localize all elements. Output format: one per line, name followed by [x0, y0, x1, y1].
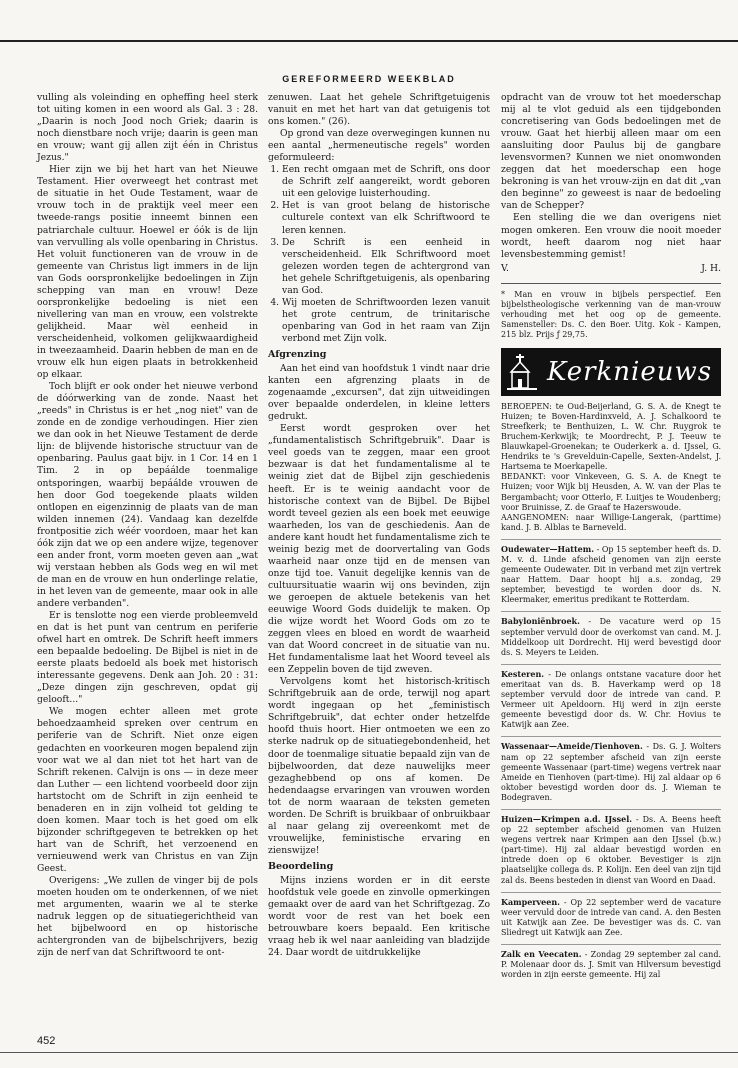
news-text: Op 15 september heeft ds. D. M. v. d. Linde afscheid genomen van zijn eerste gemeente Oudewater. Dit in verband met zijn vertrek naar Hattem. Daar hoopt hij a.s. zondag, 29 september, bevestigd te worden door ds. N. Kleermaker, emeritus predikant te Rotterdam.: [501, 544, 721, 605]
column-3: [501, 92, 721, 980]
list-item: 2. Het is van groot belang de historische culturele context van elk Schriftwoord te leren kennen.: [282, 200, 490, 236]
paragraph: zenuwen. Laat het gehele Schriftgetuigenis vanuit en met het hart van dat getuigenis tot ons komen." (26).: [268, 92, 490, 128]
list-item: 4. Wij moeten de Schriftwoorden lezen vanuit het grote centrum, de trinitarische openbaring van God in het raam van Zijn verbond met Zijn volk.: [282, 297, 490, 345]
news-text: Ds. G. J. Wolters nam op 22 september afscheid van zijn eerste gemeente Wassenaar (part-time) wegens vertrek naar Ameide en Tienhoven (part-time). Hij zal aldaar op 6 oktober bevestigd worden door ds. J. Wieman te Bodegraven.: [501, 742, 721, 802]
paragraph: vulling als voleinding en opheffing heel sterk tot uiting komen in een woord als Gal. 3 : 28. „Daarin is noch Jood noch Griek; daarin is noch dienstbare noch vrije; daarin is geen man en vrouw; want gij allen zijt één in Christus Jezus.": [37, 92, 258, 164]
paragraph: Toch blijft er ook onder het nieuwe verbond de dóórwerking van de zonde. Naast het „reeds" in Christus is er het „nog niet" van de zonde en de zondige verhoudingen. Hier zien we dan ook in het Nieuwe Testament de derde lijn: de blijvende historische structuur van de openbaring. Paulus gaat bijv. in 1 Cor. 14 en 1 Tim. 2 in op bepáálde toenmalige ontsporingen, waarbij bepáálde vrouwen de hen door God toegekende plaats wilden ontlopen en eigenzinnig de plaats van de man wilden innemen (24). Vandaag kan dezelfde frontpositie zich wéér voordoen, maar het kan óók zijn dat we op een andere wijze, tegenover een ander front, vorm moeten geven aan „wat wij verstaan hebben als Gods weg en wil met de man en de vrouw en hun onderlinge relatie, in het leven van de gemeente, maar ook in alle andere verbanden".: [37, 381, 258, 609]
page-number: 452: [37, 1035, 56, 1047]
paragraph: opdracht van de vrouw tot het moederschap mij al te vlot geduid als een tijdgebonden concretisering van Gods bedoelingen met de vrouw. Gaat het hierbij alleen maar om een aansluiting door Paulus bij de gangbare levensvormen? Kunnen we niet onomwonden zeggen dat het moederschap een hoge bekroning is van het vrouw-zijn en dat dit „van den beginne" zo geweest is naar de bedoeling van de Schepper?: [501, 92, 721, 212]
top-rule: [0, 40, 738, 42]
news-place: Huizen—Krimpen a.d. IJssel.: [501, 813, 633, 824]
news-item: Babyloniënbroek. - De vacature werd op 15 september vervuld door de overkomst van cand. M. J. Middelkoop uit Dordrecht. Hij werd bevestigd door ds. S. Meyers te Leiden.: [501, 611, 721, 657]
news-place: Babyloniënbroek.: [501, 616, 580, 627]
signature-right: J. H.: [701, 262, 721, 274]
news-place: Kamperveen.: [501, 896, 560, 907]
news-summary: BEROEPEN: te Oud-Beijerland, G. S. A. de Knegt te Huizen; te Boven-Hardinxveld, A. J. Schalkoord te Streefkerk; te Benthuizen, L. W. Chr. Ruygrok te Bruchem-Kerkwijk; te Moordrecht, P. J. Teeuw te Blauwkapel-Groenekan; te Ouderkerk a. d. IJssel, G. Hendriks te 's Grevelduin-Capelle, Sexten-Andelst, J. Hartsema te Moerkapelle.: [501, 401, 721, 472]
paragraph: Vervolgens komt het historisch-kritisch Schriftgebruik aan de orde, terwijl nog apart wordt ingegaan op het „feministisch Schriftgebruik", dat echter onder hetzelfde hoofd thuis hoort. Hier ontmoeten we een zo sterke nadruk op de situatiegebondenheid, het door de toenmalige situatie bepaald zijn van de bijbelwoorden, dat deze nauwelijks meer gezaghebbend op ons af komen. De hedendaagse ervaringen van vrouwen worden tot de norm waaraan de teksten gemeten worden. De Schrift is bruikbaar of onbruikbaar al naar gelang zij overeenkomt met de vrouwelijke, feministische ervaring en zienswijze!: [268, 676, 490, 856]
paragraph: Mijns inziens worden er in dit eerste hoofdstuk vele goede en zinvolle opmerkingen gemaakt over de aard van het Schriftgezag. Zo wordt voor de rest van het boek een betrouwbare koers bepaald. Een kritische vraag heb ik wel naar aanleiding van bladzijde 24. Daar wordt de uitdrukkelijke: [268, 875, 490, 959]
news-item: Huizen—Krimpen a.d. IJssel. - Ds. A. Beens heeft op 22 september afscheid genomen van Huizen wegens vertrek naar Krimpen aan den IJssel (b.w.) (part-time). Hij zal aldaar bevestigd worden en intrede doen op 6 oktober. Bevestiger is zijn plaatselijke collega ds. P. Kolijn. Een deel van zijn tijd zal ds. Beens besteden in dienst van Woord en Daad.: [501, 809, 721, 886]
footnote: * Man en vrouw in bijbels perspectief. Een bijbelstheologische verkenning van de man-vrouw verhouding met het oog op de gemeente. Samensteller: Ds. C. den Boer. Uitg. Kok - Kampen, 215 blz. Prijs ƒ 29,75.: [501, 283, 721, 340]
kerknieuws-banner: [501, 348, 721, 396]
kerknieuws-title: Kerknieuws: [547, 356, 713, 387]
news-place: Kesteren.: [501, 668, 545, 679]
paragraph: We mogen echter alleen met grote behoedzaamheid spreken over centrum en periferie van de Schrift. Niet onze eigen gedachten en voorkeuren mogen bepalend zijn voor wat we al dan niet tot het hart van de Schrift rekenen. Calvijn is ons — in deze meer dan Luther — een lichtend voorbeeld door zijn hartstocht om de Schrift in zijn eenheid te benaderen en in zijn volheid tot gelding te doen komen. Maar toch is het goed om elk bijzonder schriftgegeven te betrekken op het hart van de Schrift, het verzoenend en vernieuwend werk van Christus en van Zijn Geest.: [37, 706, 258, 874]
column-2: [268, 92, 490, 959]
paragraph: Aan het eind van hoofdstuk 1 vindt naar drie kanten een afgrenzing plaats in de zogenaamde „excursen", dat zijn uitweidingen over bepaalde onderdelen, in kleine letters gedrukt.: [268, 363, 490, 423]
news-place: Zalk en Veecaten.: [501, 949, 582, 960]
news-item: Zalk en Veecaten. - Zondag 29 september zal cand. P. Molenaar door ds. J. Smit van Hilversum bevestigd worden in zijn eerste gemeente. Hij zal: [501, 944, 721, 980]
paragraph: Overigens: „We zullen de vinger bij de pols moeten houden om te onderkennen, of we niet met argumenten, waarin we al te sterke nadruk leggen op de situatiegerichtheid van het bijbelwoord en op historische achtergronden van de bijbelschrijvers, bezig zijn de nerf van dat Schriftwoord te ont-: [37, 875, 258, 959]
bottom-rule: [0, 1052, 738, 1053]
news-item: Kamperveen. - Op 22 september werd de vacature weer vervuld door de intrede van cand. A. den Besten uit Katwijk aan Zee. De bevestiger was ds. C. van Sliedregt uit Katwijk aan Zee.: [501, 892, 721, 938]
list-item: 1. Een recht omgaan met de Schrift, ons door de Schrift zelf aangereikt, wordt geboren uit een gelovige luisterhouding.: [282, 164, 490, 200]
paragraph: Hier zijn we bij het hart van het Nieuwe Testament. Hier overweegt het contrast met de situatie in het Oude Testament, waar de vrouw toch in de praktijk veel meer een tweede-rangs positie inneemt binnen een patriarchale cultuur. Hoewel er óók is de lijn van vervulling als volle openbaring in Christus. Het voluit functioneren van de vrouw in de gemeente van Christus ligt immers in de lijn van Gods oorspronkelijke bedoelingen in Zijn schepping van man en vrouw! Deze oorspronkelijke bedoeling is niet een nivellering van man en vrouw, een volstrekte gelijkheid. Maar wèl eenheid in verscheidenheid, volkomen gelijkwaardigheid in tweezaamheid. Daarin hebben de man en de vrouw elk hun eigen plaats in betrokkenheid op elkaar.: [37, 164, 258, 381]
church-icon: [505, 350, 541, 394]
kerknieuws-section: [501, 402, 721, 981]
paragraph: Een stelling die we dan overigens niet mogen omkeren. Een vrouw die nooit moeder wordt, heeft daarom nog niet haar levensbestemming gemist!: [501, 212, 721, 260]
column-1: [37, 92, 258, 959]
hermeneutic-rules-list: [268, 164, 490, 345]
paragraph: Op grond van deze overwegingen kunnen nu een aantal „hermeneutische regels" worden geformuleerd:: [268, 128, 490, 164]
masthead: GEREFORMEERD WEEKBLAD: [282, 74, 456, 84]
news-summary: AANGENOMEN: naar Willige-Langerak, (parttime) kand. J. B. Alblas te Barneveld.: [501, 512, 721, 532]
section-heading-afgrenzing: Afgrenzing: [268, 348, 327, 360]
news-place: Wassenaar—Ameide/Tienhoven.: [501, 741, 643, 752]
section-heading-beoordeling: Beoordeling: [268, 860, 334, 872]
news-text: De vacature werd op 15 september vervuld door de overkomst van cand. M. J. Middelkoop uit Dordrecht. Hij werd bevestigd door ds. S. Meyers te Leiden.: [501, 617, 721, 657]
list-item: 3. De Schrift is een eenheid in verscheidenheid. Elk Schriftwoord moet gelezen worden tegen de achtergrond van het gehele Schriftgetuigenis, als openbaring van God.: [282, 237, 490, 297]
paragraph: Eerst wordt gesproken over het „fundamentalistisch Schriftgebruik". Daar is veel goeds van te zeggen, maar een groot bezwaar is dat het fundamentalisme al te weinig ziet dat de Bijbel zijn geschiedenis heeft. Er is te weinig aandacht voor de historische context van de Bijbel. De Bijbel wordt teveel gezien als een boek met eeuwige waarheden, los van de geschiedenis. Aan de andere kant houdt het fundamentalisme zich te weinig bezig met de doorvertaling van Gods waarheid naar onze tijd en de mensen van onze tijd toe. Vanuit degelijke kennis van de cultuursituatie waarin wij ons bevinden, zijn we geroepen de aktuele betekenis van het eeuwige Woord Gods duidelijk te maken. Op die wijze wordt het Woord Gods om zo te zeggen vlees en bloed en wordt de waarheid van dat Woord concreet in de situatie van nu. Het fundamentalisme laat het Woord teveel als een Zeppelin boven de tijd zweven.: [268, 423, 490, 676]
news-item: Oudewater—Hattem. - Op 15 september heeft ds. D. M. v. d. Linde afscheid genomen van zijn eerste gemeente Oudewater. Dit in verband met zijn vertrek naar Hattem. Daar hoopt hij a.s. zondag, 29 september, bevestigd te worden door ds. N. Kleermaker, emeritus predikant te Rotterdam.: [501, 539, 721, 606]
signature-left: V.: [501, 262, 509, 274]
news-text: De onlangs ontstane vacature door het emeritaat van ds. B. Haverkamp werd op 18 september vervuld door de intrede van cand. P. Vermeer uit Apeldoorn. Hij werd in zijn eerste gemeente bevestigd door ds. W. Chr. Hovius te Katwijk aan Zee.: [501, 669, 722, 730]
news-text: Op 22 september werd de vacature weer vervuld door de intrede van cand. A. den Besten uit Katwijk aan Zee. De bevestiger was ds. C. van Sliedregt uit Katwijk aan Zee.: [501, 897, 721, 937]
signature: [501, 263, 721, 275]
news-item: Kesteren. - De onlangs ontstane vacature door het emeritaat van ds. B. Haverkamp werd op 18 september vervuld door de intrede van cand. P. Vermeer uit Apeldoorn. Hij werd in zijn eerste gemeente bevestigd door ds. W. Chr. Hovius te Katwijk aan Zee.: [501, 664, 721, 731]
news-summary: BEDANKT: voor Vinkeveen, G. S. A. de Knegt te Huizen; voor Wijk bij Heusden, A. W. van der Plas te Bergambacht; voor Otterlo, F. Luitjes te Woudenberg; voor Bruinisse, Z. de Graaf te Hazerswoude.: [501, 472, 721, 512]
news-item: Wassenaar—Ameide/Tienhoven. - Ds. G. J. Wolters nam op 22 september afscheid van zijn eerste gemeente Wassenaar (part-time) wegens vertrek naar Ameide en Tienhoven (part-time). Hij zal aldaar op 6 oktober bevestigd worden door ds. J. Wieman te Bodegraven.: [501, 736, 721, 803]
paragraph: Er is tenslotte nog een vierde probleemveld en dat is het punt van centrum en periferie ofwel hart en omtrek. De Schrift heeft immers een bepaalde bedoeling. De Bijbel is niet in de eerste plaats bedoeld als boek met historisch interessante gegevens. Denk aan Joh. 20 : 31: „Deze dingen zijn geschreven, opdat gij gelooft...": [37, 610, 258, 706]
news-text: Ds. A. Beens heeft op 22 september afscheid genomen van Huizen wegens vertrek naar Krimpen aan den IJssel (b.w.) (part-time). Hij zal aldaar bevestigd worden en intrede doen op 6 oktober. Bevestiger is zijn plaatselijke collega ds. P. Kolijn. Een deel van zijn tijd zal ds. Beens besteden in dienst van Woord en Daad.: [501, 814, 721, 885]
news-text: Zondag 29 september zal cand. P. Molenaar door ds. J. Smit van Hilversum bevestigd worden in zijn eerste gemeente. Hij zal: [501, 950, 721, 980]
news-place: Oudewater—Hattem.: [501, 543, 595, 554]
